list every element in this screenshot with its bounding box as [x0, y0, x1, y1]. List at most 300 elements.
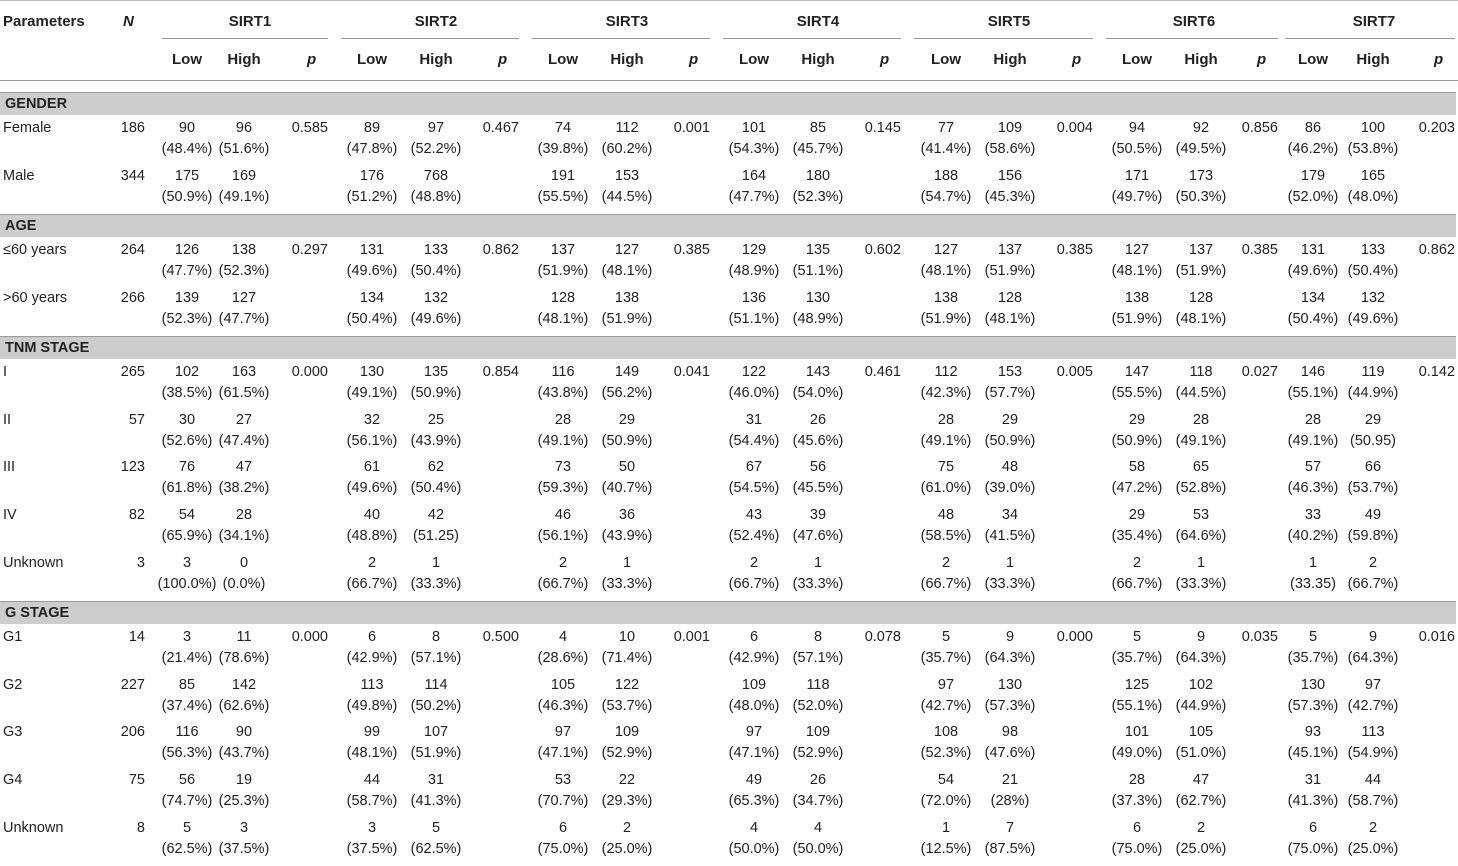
high-count: [1338, 818, 1408, 860]
low-percent: (50.4%): [1287, 310, 1339, 327]
high-percent: (51.25): [413, 528, 459, 545]
high-count: [1338, 722, 1408, 764]
high-value: 153: [614, 167, 640, 184]
low-count: [1102, 166, 1172, 208]
high-value: 26: [809, 411, 827, 428]
high-percent: (51.9%): [1175, 263, 1227, 279]
high-value: 9: [1196, 629, 1206, 645]
high-count: [1166, 770, 1236, 812]
high-value: 163: [231, 364, 257, 380]
high-value: 127: [231, 289, 257, 306]
low-percent: (48.1%): [346, 745, 398, 762]
low-value: 134: [359, 289, 385, 306]
high-percent: (37.5%): [218, 840, 270, 857]
high-value: 1: [813, 554, 823, 571]
p-value: 0.005: [1056, 364, 1093, 380]
header-group-sirt7: SIRT7: [1352, 13, 1396, 30]
low-count: [911, 288, 981, 330]
low-percent: (55.5%): [1111, 385, 1163, 401]
high-value: 42: [427, 507, 445, 524]
high-percent: (50.4%): [1347, 263, 1399, 279]
low-count: [337, 410, 407, 452]
high-value: 44: [1364, 772, 1382, 789]
low-count: [719, 505, 789, 547]
table-row: [0, 457, 1458, 505]
high-count: [592, 240, 662, 282]
low-percent: (55.5%): [537, 188, 589, 205]
section-title: TNM STAGE: [5, 340, 90, 356]
high-value: 92: [1192, 120, 1210, 136]
high-percent: (60.2%): [601, 141, 653, 157]
low-percent: (39.8%): [537, 141, 589, 157]
high-percent: (57.7%): [984, 385, 1036, 401]
header-group-sirt4: SIRT4: [796, 13, 840, 30]
high-count: [1166, 818, 1236, 860]
header-group-rule: [341, 38, 519, 39]
low-count: [337, 675, 407, 717]
high-value: 56: [809, 459, 827, 476]
high-percent: (52.3%): [792, 188, 844, 205]
high-count: [975, 627, 1045, 669]
low-percent: (42.7%): [920, 697, 972, 714]
low-percent: (56.3%): [161, 745, 213, 762]
low-value: 2: [367, 554, 377, 571]
low-value: 130: [359, 364, 385, 380]
low-value: 137: [550, 242, 576, 258]
low-value: 58: [1128, 459, 1146, 476]
high-percent: (58.6%): [984, 141, 1036, 157]
low-count: [1102, 410, 1172, 452]
high-value: 53: [1192, 507, 1210, 524]
low-value: 127: [1124, 242, 1150, 258]
high-percent: (48.8%): [410, 188, 462, 205]
high-percent: (45.7%): [792, 141, 844, 157]
header-low: Low: [1298, 51, 1328, 68]
low-count: [911, 770, 981, 812]
low-percent: (61.8%): [161, 480, 213, 497]
low-percent: (57.3%): [1287, 697, 1339, 714]
high-percent: (64.3%): [984, 650, 1036, 666]
high-count: [1166, 675, 1236, 717]
high-percent: (49.6%): [410, 310, 462, 327]
low-percent: (51.2%): [346, 188, 398, 205]
low-count: [911, 118, 981, 160]
high-percent: (50.95): [1350, 432, 1396, 449]
low-percent: (51.1%): [728, 310, 780, 327]
low-value: 138: [933, 289, 959, 306]
high-percent: (47.6%): [984, 745, 1036, 762]
low-percent: (59.3%): [537, 480, 589, 497]
high-count: [209, 362, 279, 404]
high-percent: (62.7%): [1175, 793, 1227, 810]
high-value: 142: [231, 676, 257, 693]
high-count: [783, 410, 853, 452]
header-low: Low: [357, 51, 387, 68]
header-low: Low: [1122, 51, 1152, 68]
low-count: [528, 770, 598, 812]
low-value: 2: [558, 554, 568, 571]
low-percent: (54.5%): [728, 480, 780, 497]
row-n: 206: [120, 724, 145, 741]
header-high: High: [1356, 51, 1390, 68]
low-percent: (35.7%): [920, 650, 972, 666]
low-count: [1102, 288, 1172, 330]
high-count: [1338, 770, 1408, 812]
row-label: >60 years: [3, 289, 68, 306]
p-value: 0.078: [864, 629, 901, 645]
row-n: 8: [136, 819, 145, 836]
header-group-sirt6: SIRT6: [1172, 13, 1216, 30]
low-percent: (56.1%): [346, 432, 398, 449]
low-percent: (33.35): [1290, 575, 1336, 592]
table-row: [0, 505, 1458, 553]
low-percent: (49.1%): [346, 385, 398, 401]
high-percent: (50.9%): [984, 432, 1036, 449]
low-percent: (49.1%): [537, 432, 589, 449]
high-value: 2: [1368, 554, 1378, 571]
high-count: [1338, 410, 1408, 452]
low-value: 85: [178, 676, 196, 693]
low-value: 43: [745, 507, 763, 524]
high-percent: (41.3%): [410, 793, 462, 810]
row-label: IV: [3, 507, 17, 524]
high-value: 29: [618, 411, 636, 428]
high-count: [783, 288, 853, 330]
low-value: 1: [1308, 554, 1318, 571]
high-value: 107: [423, 724, 449, 741]
header-high: High: [801, 51, 835, 68]
high-value: 1: [1196, 554, 1206, 571]
header-group-sirt2: SIRT2: [414, 13, 458, 30]
low-percent: (54.4%): [728, 432, 780, 449]
high-value: 180: [805, 167, 831, 184]
header-n: N: [123, 13, 134, 30]
low-count: [1102, 118, 1172, 160]
low-percent: (66.7%): [728, 575, 780, 592]
low-value: 6: [558, 819, 568, 836]
row-n: 264: [120, 242, 145, 258]
low-value: 102: [174, 364, 200, 380]
low-value: 30: [178, 411, 196, 428]
low-percent: (28.6%): [537, 650, 589, 666]
row-n: 227: [120, 676, 145, 693]
high-percent: (38.2%): [218, 480, 270, 497]
high-percent: (87.5%): [984, 840, 1036, 857]
row-n: 75: [128, 772, 145, 789]
high-value: 118: [1189, 364, 1213, 380]
low-count: [911, 722, 981, 764]
row-n: 57: [128, 411, 145, 428]
high-value: 2: [622, 819, 632, 836]
low-percent: (40.2%): [1287, 528, 1339, 545]
low-percent: (55.1%): [1111, 697, 1163, 714]
low-value: 108: [933, 724, 959, 741]
low-percent: (66.7%): [920, 575, 972, 592]
high-count: [592, 118, 662, 160]
low-count: [911, 166, 981, 208]
low-value: 40: [363, 507, 381, 524]
low-percent: (58.5%): [920, 528, 972, 545]
low-percent: (75.0%): [1111, 840, 1163, 857]
table-row: [0, 675, 1458, 723]
row-n: 186: [120, 120, 145, 136]
high-count: [209, 410, 279, 452]
high-value: 31: [427, 772, 445, 789]
low-value: 28: [1304, 411, 1322, 428]
high-percent: (50.0%): [792, 840, 844, 857]
high-count: [401, 288, 471, 330]
high-count: [1338, 118, 1408, 160]
p-value: 0.585: [291, 120, 328, 136]
low-value: 97: [554, 724, 572, 741]
high-value: 47: [1192, 772, 1210, 789]
high-count: [975, 505, 1045, 547]
high-value: 149: [614, 364, 640, 380]
low-value: 49: [745, 772, 763, 789]
high-percent: (52.9%): [601, 745, 653, 762]
high-count: [1166, 166, 1236, 208]
low-percent: (50.9%): [161, 188, 213, 205]
header-high: High: [993, 51, 1027, 68]
high-value: 102: [1188, 676, 1214, 693]
row-label: Male: [3, 167, 35, 184]
low-value: 6: [367, 629, 377, 645]
high-value: 153: [997, 364, 1023, 380]
high-count: [975, 118, 1045, 160]
low-count: [337, 457, 407, 499]
header-parameters: Parameters: [3, 13, 85, 30]
low-count: [528, 240, 598, 282]
low-count: [719, 240, 789, 282]
low-count: [1102, 553, 1172, 595]
low-count: [1102, 505, 1172, 547]
low-count: [337, 166, 407, 208]
low-value: 31: [1304, 772, 1322, 789]
low-value: 129: [741, 242, 767, 258]
p-value: 0.862: [482, 242, 519, 258]
low-percent: (48.9%): [728, 263, 780, 279]
low-percent: (47.2%): [1111, 480, 1163, 497]
low-value: 128: [550, 289, 576, 306]
high-value: 105: [1188, 724, 1214, 741]
high-percent: (25.0%): [1347, 840, 1399, 857]
high-count: [1338, 553, 1408, 595]
low-value: 32: [363, 411, 381, 428]
high-value: 169: [231, 167, 257, 184]
low-count: [337, 288, 407, 330]
low-value: 130: [1300, 676, 1326, 693]
high-value: 11: [236, 629, 252, 645]
p-value: 0.016: [1418, 629, 1455, 645]
high-percent: (25.3%): [218, 793, 270, 810]
high-value: 128: [1188, 289, 1214, 306]
low-percent: (52.4%): [728, 528, 780, 545]
low-percent: (42.9%): [346, 650, 398, 666]
high-value: 138: [614, 289, 640, 306]
high-percent: (44.5%): [1175, 385, 1227, 401]
table-row: [0, 818, 1458, 866]
high-value: 2: [1368, 819, 1378, 836]
low-value: 54: [937, 772, 955, 789]
low-value: 56: [178, 772, 196, 789]
low-percent: (46.0%): [728, 385, 780, 401]
high-value: 28: [1192, 411, 1210, 428]
high-percent: (50.2%): [410, 697, 462, 714]
table-row: [0, 288, 1458, 336]
high-count: [1166, 410, 1236, 452]
p-value: 0.004: [1056, 120, 1093, 136]
high-count: [975, 675, 1045, 717]
low-value: 147: [1124, 364, 1150, 380]
low-percent: (43.8%): [537, 385, 589, 401]
high-count: [209, 118, 279, 160]
low-percent: (48.1%): [537, 310, 589, 327]
high-percent: (51.1%): [792, 263, 844, 279]
high-count: [209, 166, 279, 208]
low-percent: (72.0%): [920, 793, 972, 810]
high-value: 2: [1196, 819, 1206, 836]
p-value: 0.041: [673, 364, 710, 380]
high-percent: (44.9%): [1175, 697, 1227, 714]
high-value: 34: [1001, 507, 1019, 524]
high-percent: (49.1%): [218, 188, 270, 205]
low-count: [719, 118, 789, 160]
low-percent: (49.1%): [920, 432, 972, 449]
low-percent: (49.6%): [346, 263, 398, 279]
high-count: [592, 457, 662, 499]
low-count: [528, 410, 598, 452]
low-percent: (50.5%): [1111, 141, 1163, 157]
low-percent: (52.3%): [161, 310, 213, 327]
high-count: [975, 770, 1045, 812]
high-count: [592, 770, 662, 812]
high-value: 98: [1001, 724, 1019, 741]
high-value: 21: [1001, 772, 1019, 789]
low-percent: (41.3%): [1287, 793, 1339, 810]
low-value: 3: [182, 554, 192, 571]
low-count: [528, 675, 598, 717]
p-value: 0.385: [1056, 242, 1093, 258]
low-count: [528, 362, 598, 404]
low-count: [911, 457, 981, 499]
low-value: 101: [741, 120, 767, 136]
high-percent: (45.5%): [792, 480, 844, 497]
high-count: [401, 675, 471, 717]
high-count: [1166, 722, 1236, 764]
high-count: [209, 770, 279, 812]
table-row: [0, 553, 1458, 601]
header-low: Low: [739, 51, 769, 68]
table-row: [0, 118, 1458, 166]
header-p: p: [1072, 51, 1082, 68]
high-value: 137: [997, 242, 1023, 258]
high-count: [783, 240, 853, 282]
high-count: [401, 818, 471, 860]
high-percent: (62.5%): [410, 840, 462, 857]
high-count: [401, 553, 471, 595]
low-percent: (66.7%): [1111, 575, 1163, 592]
low-value: 77: [937, 120, 955, 136]
low-percent: (51.9%): [537, 263, 589, 279]
low-value: 164: [741, 167, 767, 184]
high-count: [975, 362, 1045, 404]
high-percent: (50.9%): [410, 385, 462, 401]
high-percent: (40.7%): [601, 480, 653, 497]
high-count: [783, 722, 853, 764]
high-value: 22: [618, 772, 636, 789]
high-percent: (33.3%): [601, 575, 653, 592]
high-value: 135: [805, 242, 831, 258]
low-percent: (56.1%): [537, 528, 589, 545]
low-value: 138: [1124, 289, 1150, 306]
low-percent: (100.0%): [157, 575, 217, 592]
high-percent: (51.9%): [984, 263, 1036, 279]
low-value: 2: [749, 554, 759, 571]
high-value: 122: [614, 676, 640, 693]
high-value: 156: [997, 167, 1023, 184]
high-count: [401, 166, 471, 208]
low-value: 53: [554, 772, 572, 789]
low-value: 122: [741, 364, 767, 380]
high-percent: (58.7%): [1347, 793, 1399, 810]
high-percent: (54.0%): [792, 385, 844, 401]
row-n: 266: [120, 289, 145, 306]
low-percent: (21.4%): [161, 650, 213, 666]
high-count: [975, 457, 1045, 499]
low-percent: (48.1%): [1111, 263, 1163, 279]
high-value: 128: [997, 289, 1023, 306]
header-group-rule: [532, 38, 710, 39]
low-value: 76: [178, 459, 196, 476]
low-percent: (35.4%): [1111, 528, 1163, 545]
high-value: 133: [423, 242, 449, 258]
high-count: [783, 362, 853, 404]
row-label: G2: [3, 676, 23, 693]
high-percent: (52.8%): [1175, 480, 1227, 497]
high-percent: (71.4%): [601, 650, 653, 666]
low-percent: (47.8%): [346, 141, 398, 157]
low-value: 5: [182, 819, 192, 836]
high-value: 132: [1360, 289, 1386, 306]
header-high: High: [227, 51, 261, 68]
high-value: 113: [1361, 724, 1385, 741]
low-percent: (52.6%): [161, 432, 213, 449]
low-count: [719, 553, 789, 595]
high-value: 135: [423, 364, 449, 380]
high-count: [975, 166, 1045, 208]
high-count: [975, 410, 1045, 452]
low-value: 188: [933, 167, 959, 184]
high-percent: (0.0%): [222, 575, 266, 592]
low-value: 101: [1124, 724, 1150, 741]
high-value: 132: [423, 289, 449, 306]
low-count: [528, 627, 598, 669]
high-value: 130: [805, 289, 831, 306]
low-percent: (52.3%): [920, 745, 972, 762]
low-count: [337, 362, 407, 404]
low-percent: (37.4%): [161, 697, 213, 714]
high-value: 19: [235, 772, 253, 789]
high-value: 8: [431, 629, 441, 645]
high-percent: (57.1%): [410, 650, 462, 666]
low-value: 3: [182, 629, 192, 645]
high-count: [1166, 505, 1236, 547]
high-percent: (48.1%): [984, 310, 1036, 327]
low-count: [528, 505, 598, 547]
high-percent: (51.9%): [410, 745, 462, 762]
low-percent: (48.8%): [346, 528, 398, 545]
low-count: [911, 240, 981, 282]
